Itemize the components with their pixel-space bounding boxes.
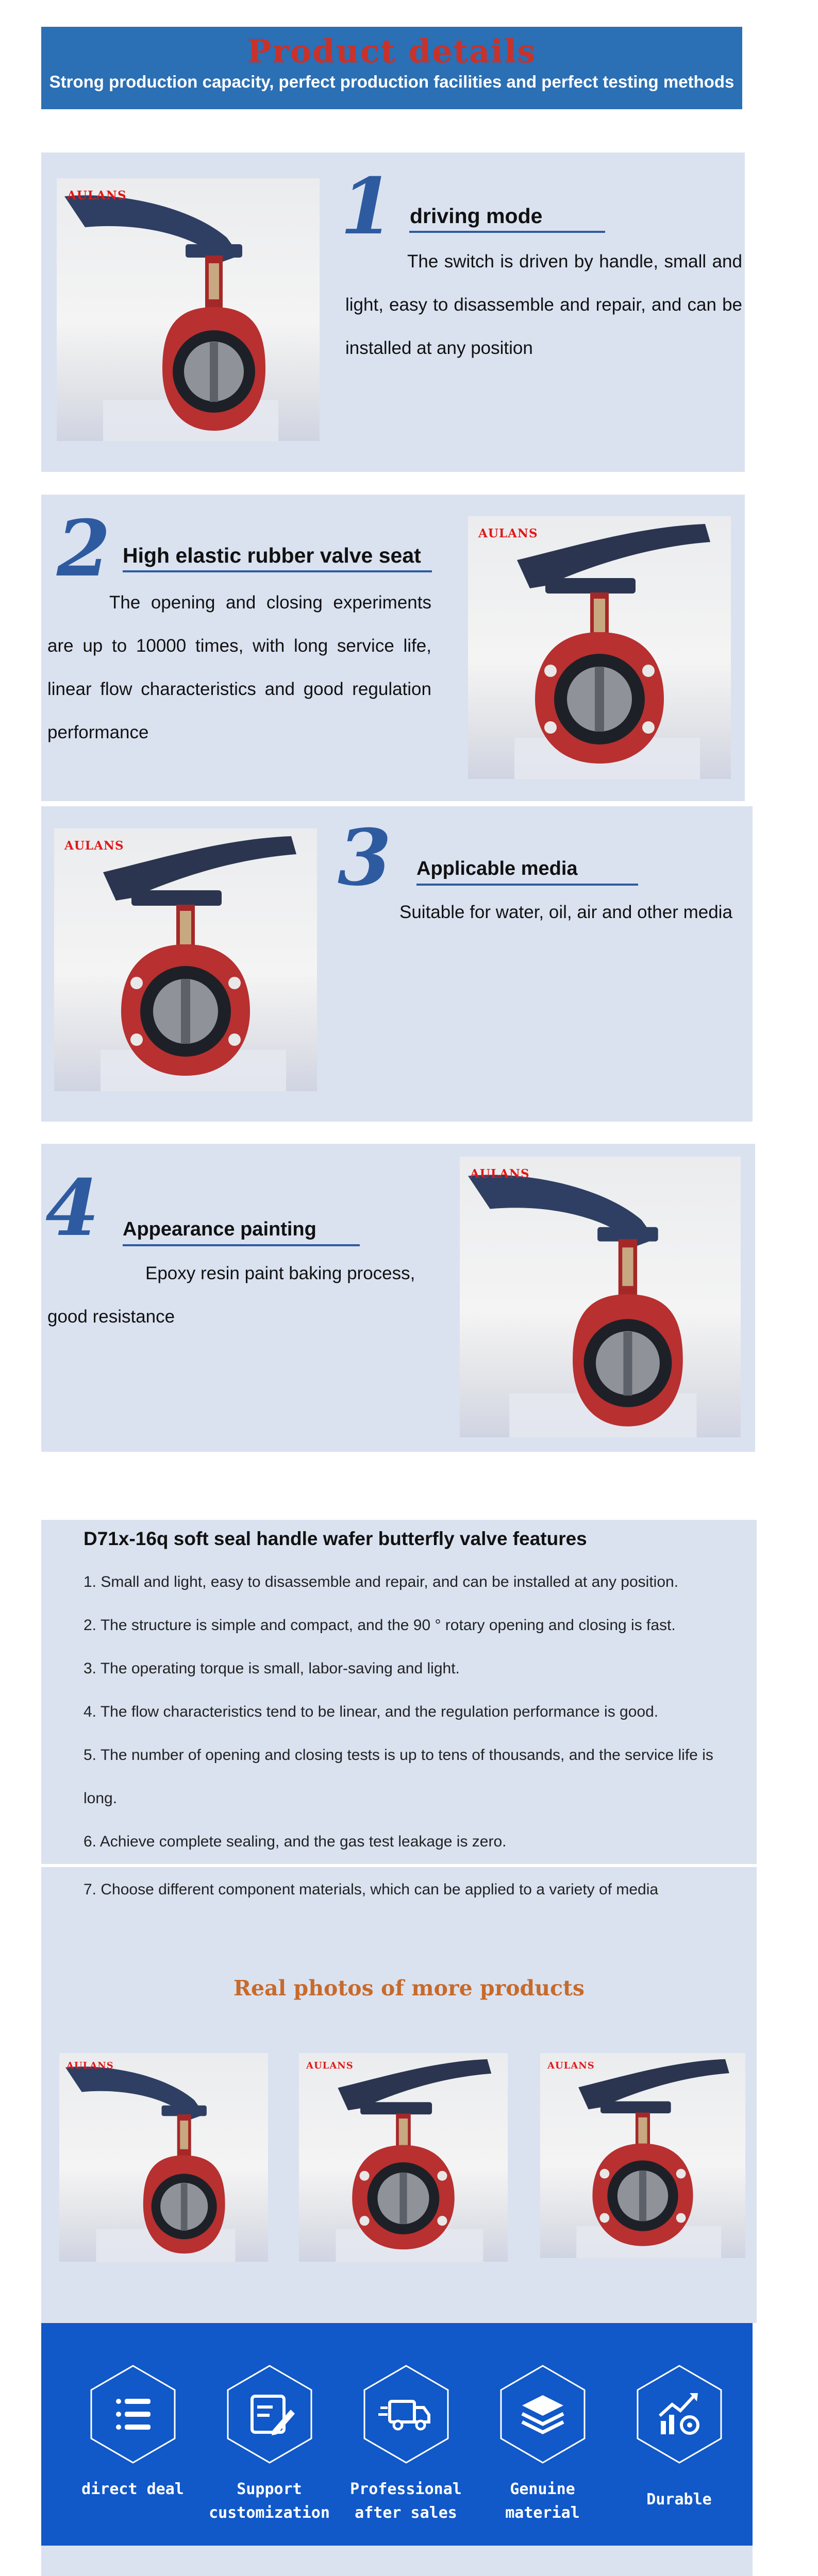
- section-number: 3: [338, 812, 392, 903]
- section-number: 4: [45, 1163, 99, 1253]
- service-label: direct deal: [81, 2480, 184, 2498]
- title-underline: [123, 1244, 360, 1246]
- page-title: Product details: [247, 32, 537, 70]
- section-text: Epoxy resin paint baking process, good resistance: [47, 1263, 415, 1327]
- header-banner: [41, 27, 742, 109]
- section-text: The switch is driven by handle, small and light, easy to disassemble and repair, and can be installed at any position: [345, 251, 742, 358]
- features-title: D71x-16q soft seal handle wafer butterfly valve features: [84, 1528, 587, 1549]
- brand-logo: AULANS: [547, 2060, 595, 2071]
- feature-item: 6. Achieve complete sealing, and the gas test leakage is zero.: [84, 1833, 507, 1850]
- feature-panel-3: [41, 806, 753, 1122]
- feature-item: 5. The number of opening and closing tests is up to tens of thousands, and the service life is: [84, 1747, 713, 1764]
- title-underline: [416, 884, 638, 886]
- product-photo: [460, 1157, 741, 1437]
- section-title: High elastic rubber valve seat: [123, 544, 421, 567]
- service-genuine-material: [497, 2364, 588, 2522]
- brand-logo: AULANS: [306, 2060, 354, 2071]
- feature-item: 4. The flow characteristics tend to be linear, and the regulation performance is good.: [84, 1703, 659, 1720]
- list-icon: [90, 2364, 176, 2464]
- growth-chart-icon: [636, 2364, 723, 2464]
- brand-logo: AULANS: [67, 189, 127, 202]
- brand-logo: AULANS: [64, 839, 124, 853]
- section-text: Suitable for water, oil, air and other media: [399, 902, 732, 922]
- service-after-sales: [350, 2364, 462, 2522]
- section-title: driving mode: [410, 204, 543, 228]
- product-photo: [57, 178, 320, 441]
- gallery-photo-3: [540, 2053, 745, 2258]
- services-band: [41, 2323, 753, 2546]
- product-photo: [468, 516, 731, 779]
- service-label: Support customization: [209, 2480, 330, 2522]
- feature-panel-4: [41, 1144, 755, 1452]
- page-subtitle: Strong production capacity, perfect production facilities and perfect testing methods: [49, 72, 734, 91]
- brand-logo: AULANS: [470, 1167, 530, 1181]
- feature-item: 3. The operating torque is small, labor-saving and light.: [84, 1660, 460, 1677]
- edit-document-icon: [226, 2364, 313, 2464]
- real-photos-title: Real photos of more products: [233, 1976, 585, 2001]
- feature-item: 1. Small and light, easy to disassemble and repair, and can be installed at any position.: [84, 1573, 679, 1590]
- gallery-photo-2: [299, 2053, 508, 2262]
- footer-strip: [41, 2546, 753, 2576]
- layers-icon: [499, 2364, 586, 2464]
- feature-item: 2. The structure is simple and compact, and the 90 ° rotary opening and closing is fast.: [84, 1617, 676, 1634]
- feature-panel-2: [41, 495, 745, 801]
- title-underline: [123, 570, 432, 572]
- features-panel: [41, 1520, 757, 1864]
- section-text: The opening and closing experiments are up to 10000 times, with long service life, linear flow characteristics and good regulation performance: [47, 592, 431, 742]
- service-label: Genuine material: [505, 2480, 580, 2522]
- section-title: Applicable media: [416, 858, 578, 879]
- section-number: 2: [57, 503, 111, 594]
- service-durable: [634, 2364, 724, 2509]
- feature-item: 7. Choose different component materials, which can be applied to a variety of media: [84, 1881, 659, 1898]
- service-customization: [209, 2364, 330, 2522]
- product-photo: [54, 828, 317, 1091]
- feature-panel-1: [41, 152, 745, 472]
- service-label: Professional after sales: [350, 2480, 462, 2522]
- gallery-photo-1: [59, 2053, 268, 2262]
- service-label: Durable: [646, 2490, 712, 2509]
- section-title: Appearance painting: [123, 1218, 316, 1240]
- section-number: 1: [340, 161, 394, 252]
- brand-logo: AULANS: [66, 2060, 114, 2071]
- feature-item: long.: [84, 1790, 118, 1807]
- service-direct-deal: [81, 2364, 184, 2498]
- brand-logo: AULANS: [478, 527, 538, 540]
- title-underline: [409, 231, 605, 233]
- delivery-truck-icon: [363, 2364, 449, 2464]
